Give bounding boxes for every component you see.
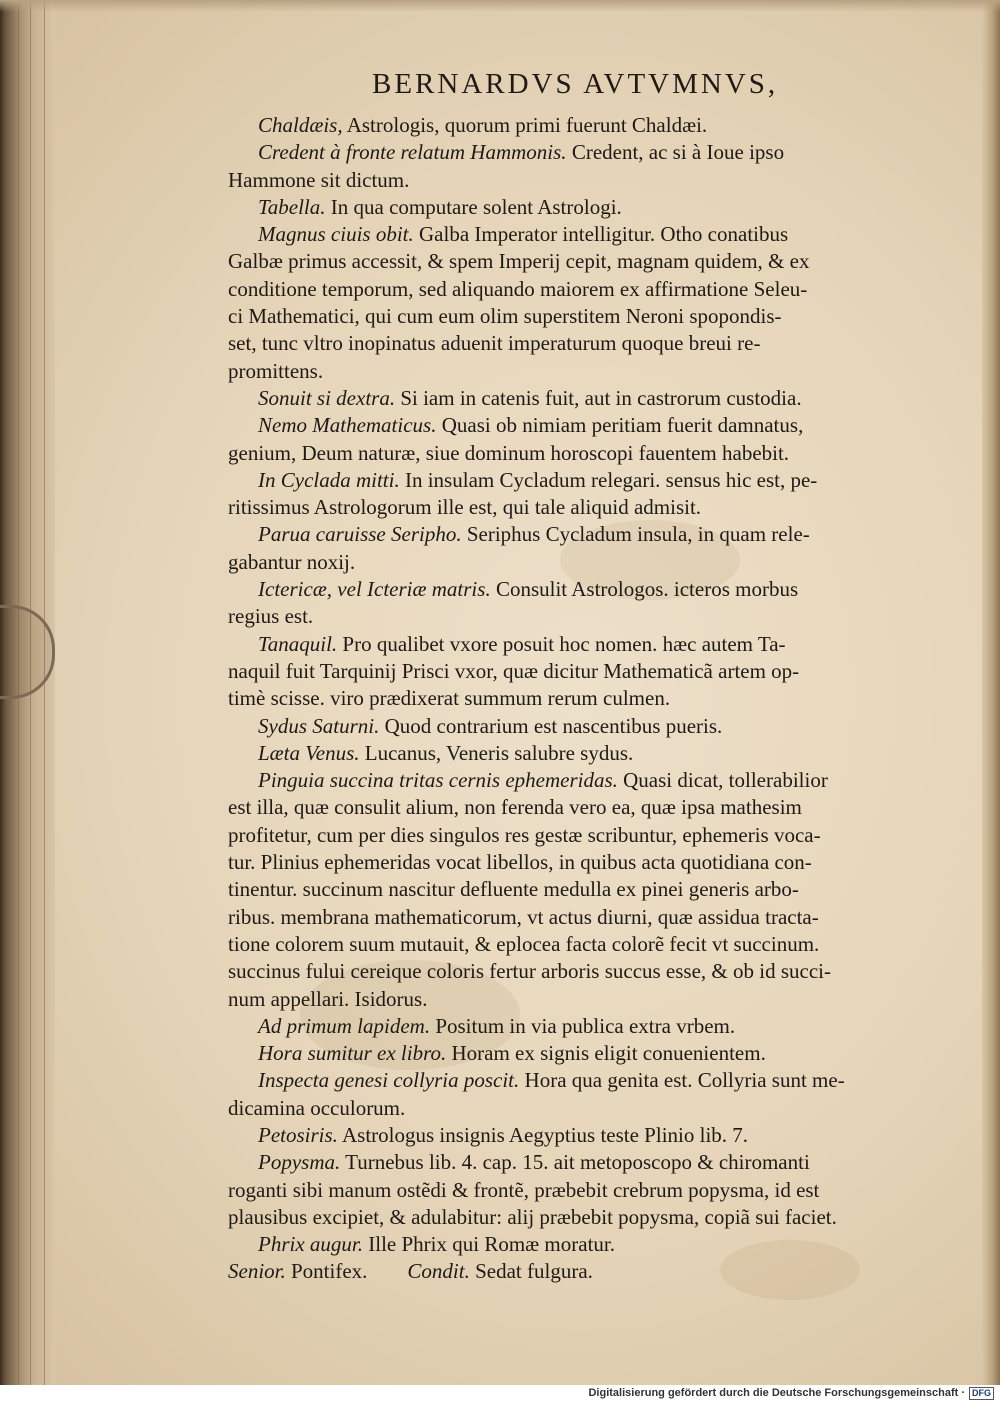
entry-gloss: Pro qualibet vxore posuit hoc nomen. hæc autem Ta- [337, 631, 786, 656]
entry-lemma: Tabella. [258, 194, 326, 219]
page-right-edge [982, 0, 1000, 1385]
entry-continuation: Galbæ primus accessit, & spem Imperij cepit, magnam quidem, & ex [228, 249, 810, 274]
entry-lemma: Senior. [228, 1259, 286, 1284]
entry-continuation: dicamina occulorum. [228, 1095, 406, 1120]
entry-line [228, 1149, 908, 1176]
entry-continuation: profitetur, cum per dies singulos res gestæ scribuntur, ephemeris voca- [228, 822, 821, 847]
commentary-text [228, 112, 908, 1286]
entry-continuation: plausibus excipiet, & adulabitur: alij præbebit popysma, copiã sui faciet. [228, 1204, 837, 1229]
entry-lemma: Popysma. [258, 1150, 341, 1175]
entry-line [228, 221, 908, 248]
entry-continuation: promittens. [228, 358, 324, 383]
entry-gloss: Horam ex signis eligit conuenientem. [446, 1041, 766, 1066]
running-head: BERNARDVS AVTVMNVS, [372, 68, 779, 100]
entry-gloss: In qua computare solent Astrologi. [325, 194, 622, 219]
entry-line [228, 112, 908, 139]
entry-gloss: Sedat fulgura. [469, 1259, 593, 1284]
entry-lemma: Tanaquil. [258, 631, 338, 656]
entry-lemma: In Cyclada mitti. [258, 467, 400, 492]
entry-lemma: Nemo Mathematicus. [258, 413, 437, 438]
entry-lemma: Phrix augur. [258, 1232, 363, 1257]
entry-gloss: Quod contrarium est nascentibus pueris. [379, 713, 723, 738]
entry-gloss: Quasi dicat, tollerabilior [617, 768, 828, 793]
entry-lemma: Condit. [407, 1259, 470, 1284]
entry-line [228, 194, 908, 221]
entry-continuation: tinentur. succinum nascitur defluente medulla ex pinei generis arbo- [228, 877, 799, 902]
entry-gloss: Hora qua genita est. Collyria sunt me- [519, 1068, 845, 1093]
entry-gloss: Astrologus insignis Aegyptius teste Plinio lib. 7. [337, 1122, 749, 1147]
entry-lemma: Sonuit si dextra. [258, 385, 396, 410]
entry-lemma: Petosiris. [258, 1122, 338, 1147]
entry-line [228, 1122, 908, 1149]
entry-lemma: Pinguia succina tritas cernis ephemeridas. [258, 768, 618, 793]
entry-line [228, 631, 908, 658]
entry-line [228, 385, 908, 412]
digitization-footer [0, 1385, 1000, 1401]
entry-lemma: Ictericæ, vel Icteriæ matris. [258, 577, 491, 602]
entry-line [228, 740, 908, 767]
entry-continuation: gabantur noxij. [228, 549, 356, 574]
entry-continuation: tione colorem suum mutauit, & eplocea facta colorẽ fecit vt succinum. [228, 931, 820, 956]
entry-continuation: regius est. [228, 604, 314, 629]
entry-continuation: ci Mathematici, qui cum eum olim superstitem Neroni spopondis- [228, 304, 782, 329]
entry-lemma: Sydus Saturni. [258, 713, 380, 738]
entry-gloss: Turnebus lib. 4. cap. 15. ait metoposcopo & chiromanti [340, 1150, 810, 1175]
entry-lemma: Parua caruisse Seripho. [258, 522, 462, 547]
entry-lemma: Læta Venus. [258, 740, 360, 765]
entry-line [228, 521, 908, 548]
entry-continuation: ribus. membrana mathematicorum, vt actus diurni, quæ assidua tracta- [228, 904, 819, 929]
entry-continuation: genium, Deum naturæ, siue dominum horoscopi fauentem habebit. [228, 440, 790, 465]
page-edge-line [44, 0, 45, 1385]
entry-continuation: num appellari. Isidorus. [228, 986, 428, 1011]
entry-line [228, 713, 908, 740]
entry-gloss: Positum in via publica extra vrbem. [430, 1013, 736, 1038]
entry-lemma: Chaldæis, [258, 113, 343, 137]
entry-continuation: Hammone sit dictum. [228, 167, 410, 192]
entry-line [407, 1258, 592, 1285]
entry-line [228, 1040, 908, 1067]
entry-line [228, 139, 908, 166]
entry-line [228, 1067, 908, 1094]
entry-lemma: Credent à fronte relatum Hammonis. [258, 140, 567, 165]
entry-lemma: Magnus ciuis obit. [258, 222, 414, 247]
entry-continuation: timè scisse. viro prædixerat summum rerum culmen. [228, 686, 671, 711]
entry-gloss: Seriphus Cycladum insula, in quam rele- [461, 522, 810, 547]
entry-gloss: Quasi ob nimiam peritiam fuerit damnatus, [436, 413, 804, 438]
footer-text: Digitalisierung gefördert durch die Deutsche Forschungsgemeinschaft · [588, 1387, 965, 1399]
entry-gloss: Consulit Astrologos. icteros morbus [490, 577, 799, 602]
final-line [228, 1258, 908, 1285]
entry-gloss: Lucanus, Veneris salubre sydus. [359, 740, 634, 765]
entry-continuation: tur. Plinius ephemeridas vocat libellos, in quibus acta quotidiana con- [228, 850, 812, 875]
entry-gloss: Astrologis, quorum primi fuerunt Chaldæi. [342, 113, 708, 137]
dfg-logo: DFG [969, 1387, 994, 1400]
entry-line [228, 1013, 908, 1040]
entry-lemma: Hora sumitur ex libro. [258, 1041, 447, 1066]
entry-lemma: Ad primum lapidem. [258, 1013, 431, 1038]
entry-line [228, 1231, 908, 1258]
entry-continuation: succinus fului cereique coloris fertur arboris succus esse, & ob id succi- [228, 959, 831, 984]
page-top-edge [0, 0, 1000, 12]
entry-gloss: In insulam Cycladum relegari. sensus hic est, pe- [399, 467, 818, 492]
entry-gloss: Si iam in catenis fuit, aut in castrorum custodia. [395, 385, 802, 410]
entry-continuation: naquil fuit Tarquinij Prisci vxor, quæ dicitur Mathematicã artem op- [228, 658, 800, 683]
entry-continuation: est illa, quæ consulit alium, non ferenda vero ea, quæ ipsa mathesim [228, 795, 802, 820]
entry-gloss: Credent, ac si à Ioue ipso [566, 140, 785, 165]
entry-line [228, 576, 908, 603]
entry-continuation: ritissimus Astrologorum ille est, qui tale aliquid admisit. [228, 495, 702, 520]
entry-continuation: roganti sibi manum ostẽdi & frontẽ, præbebit crebrum popysma, id est [228, 1177, 820, 1202]
entry-line [228, 767, 908, 794]
entry-gloss: Pontifex. [285, 1259, 368, 1284]
entry-lemma: Inspecta genesi collyria poscit. [258, 1068, 520, 1093]
entry-line [228, 1258, 367, 1285]
entry-gloss: Galba Imperator intelligitur. Otho conatibus [413, 222, 789, 247]
entry-continuation: set, tunc vltro inopinatus aduenit imperaturum quoque breui re- [228, 331, 761, 356]
entry-continuation: conditione temporum, sed aliquando maiorem ex affirmatione Seleu- [228, 276, 808, 301]
entry-line [228, 467, 908, 494]
entry-gloss: Ille Phrix qui Romæ moratur. [363, 1232, 615, 1257]
entry-line [228, 412, 908, 439]
